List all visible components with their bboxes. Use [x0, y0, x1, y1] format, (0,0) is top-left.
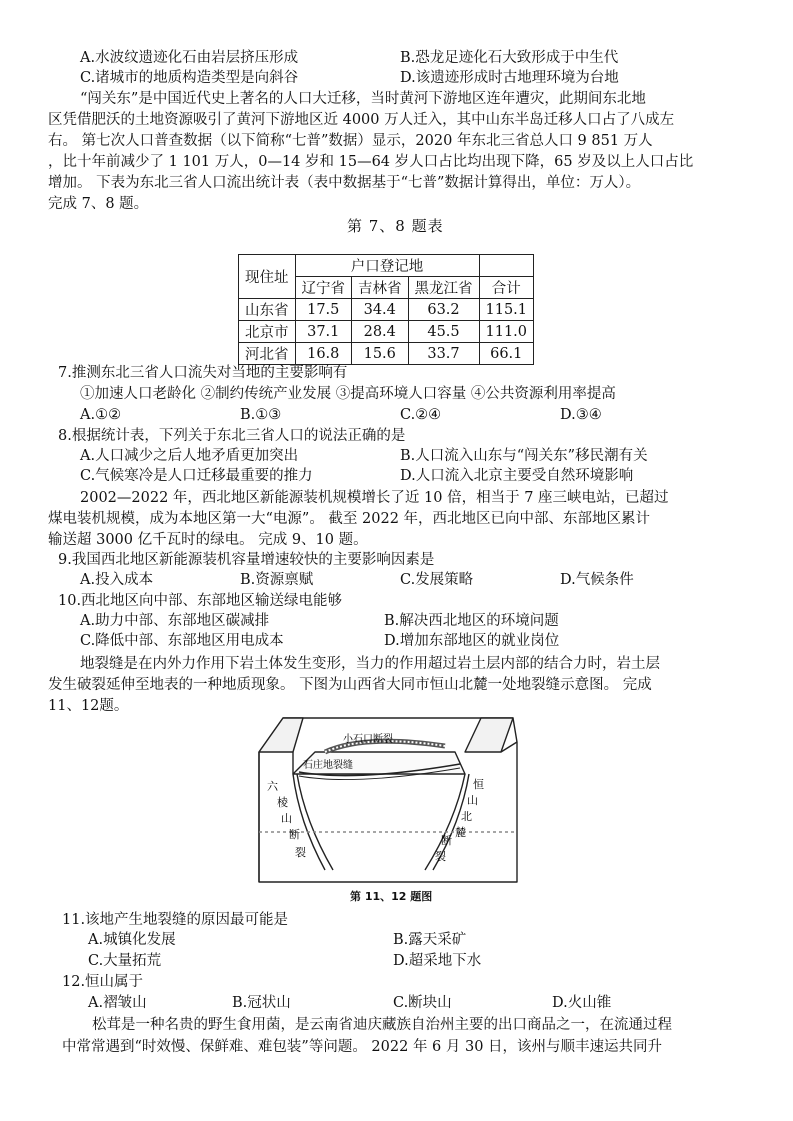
- table-cell: 33.7: [408, 343, 479, 365]
- q9-option-c[interactable]: C.发展策略: [400, 572, 474, 588]
- right-fault-label-char: 裂: [435, 850, 446, 863]
- passage-11-12-line: 地裂缝是在内外力作用下岩土体发生变形，当力的作用超过岩土层内部的结合力时，岩土层: [80, 656, 660, 672]
- q6-option-c[interactable]: C.诸城市的地质构造类型是向斜谷: [80, 70, 299, 86]
- fault-label-xiaoshikou: 小石口断裂: [343, 734, 393, 745]
- q7-items: ①加速人口老龄化 ②制约传统产业发展 ③提高环境人口容量 ④公共资源利用率提高: [80, 386, 616, 402]
- table-cell: 66.1: [479, 343, 534, 365]
- q8-option-b[interactable]: B.人口流入山东与“闯关东”移民潮有关: [400, 448, 648, 464]
- q12-option-a[interactable]: A.褶皱山: [88, 995, 147, 1011]
- passage-7-8-line: 增加。 下表为东北三省人口流出统计表（表中数据基于“七普”数据计算得出，单位：万人）。: [48, 175, 641, 191]
- table-cell: 111.0: [479, 321, 534, 343]
- q8-option-d[interactable]: D.人口流入北京主要受自然环境影响: [400, 468, 634, 484]
- passage-11-12-line: 发生破裂延伸至地表的一种地质现象。 下图为山西省大同市恒山北麓一处地裂缝示意图。 完成: [48, 677, 652, 693]
- row-header: 山东省: [239, 299, 296, 321]
- q11-stem: 11.该地产生地裂缝的原因最可能是: [62, 912, 289, 928]
- column-header: 黑龙江省: [408, 277, 479, 299]
- q7-option-b[interactable]: B.①③: [240, 407, 282, 423]
- passage-last-line: 松茸是一种名贵的野生食用菌，是云南省迪庆藏族自治州主要的出口商品之一，在流通过程: [92, 1017, 672, 1033]
- passage-9-10-line: 煤电装机规模，成为本地区第一大“电源”。 截至 2022 年，西北地区已向中部、东部地区累计: [48, 511, 651, 527]
- row-header: 河北省: [239, 343, 296, 365]
- table-empty-cell: [479, 255, 534, 277]
- table-caption: 第 7、8 题表: [347, 217, 444, 235]
- left-fault-label-char: 断: [289, 828, 300, 841]
- table-cell: 37.1: [295, 321, 352, 343]
- q9-stem: 9.我国西北地区新能源装机容量增速较快的主要影响因素是: [58, 552, 435, 568]
- q9-option-a[interactable]: A.投入成本: [80, 572, 154, 588]
- q6-option-d[interactable]: D.该遗迹形成时古地理环境为台地: [400, 70, 619, 86]
- q12-stem: 12.恒山属于: [62, 974, 144, 990]
- left-fault-label-char: 棱: [277, 796, 288, 809]
- q8-option-c[interactable]: C.气候寒冷是人口迁移最重要的推力: [80, 468, 313, 484]
- q7-option-d[interactable]: D.③④: [560, 407, 602, 423]
- q6-option-a[interactable]: A.水波纹遗迹化石由岩层挤压形成: [80, 50, 299, 66]
- left-fault-label-char: 六: [267, 780, 278, 793]
- left-fault-label-char: 裂: [295, 846, 306, 859]
- q11-option-a[interactable]: A.城镇化发展: [88, 932, 176, 948]
- passage-9-10-line: 2002—2022 年，西北地区新能源装机规模增长了近 10 倍，相当于 7 座三峡电站，已超过: [80, 490, 669, 506]
- fissure-label-shizhuang: 石庄地裂缝: [303, 760, 353, 771]
- q10-option-b[interactable]: B.解决西北地区的环境问题: [384, 613, 559, 629]
- population-outflow-table: [238, 254, 534, 365]
- figure-caption: 第 11、12 题图: [350, 890, 433, 903]
- q11-option-d[interactable]: D.超采地下水: [393, 953, 482, 969]
- table-cell: 115.1: [479, 299, 534, 321]
- q8-option-a[interactable]: A.人口减少之后人地矛盾更加突出: [80, 448, 299, 464]
- right-fault-label-char: 麓: [455, 826, 466, 839]
- right-fault-label-char: 断: [441, 834, 452, 847]
- right-fault-label-char: 北: [461, 810, 472, 823]
- q12-option-b[interactable]: B.冠状山: [232, 995, 291, 1011]
- q10-option-a[interactable]: A.助力中部、东部地区碳减排: [80, 613, 270, 629]
- q10-option-d[interactable]: D.增加东部地区的就业岗位: [384, 633, 560, 649]
- table-cell: 28.4: [352, 321, 409, 343]
- passage-7-8-line: 完成 7、8 题。: [48, 196, 149, 212]
- table-cell: 45.5: [408, 321, 479, 343]
- table-cell: 34.4: [352, 299, 409, 321]
- table-group-header: 户口登记地: [295, 255, 479, 277]
- passage-last-line: 中常常遇到“时效慢、保鲜难、难包装”等问题。 2022 年 6 月 30 日，该州与顺丰速运共同升: [62, 1039, 663, 1055]
- passage-7-8-line: ，比十年前减少了 1 101 万人，0—14 岁和 15—64 岁人口占比均出现下降，65 岁及以上人口占比: [48, 154, 694, 170]
- right-fault-label-char: 恒: [473, 778, 484, 791]
- q11-option-b[interactable]: B.露天采矿: [393, 932, 467, 948]
- q6-option-b[interactable]: B.恐龙足迹化石大致形成于中生代: [400, 50, 619, 66]
- table-row: [239, 343, 534, 365]
- table-cell: 17.5: [295, 299, 352, 321]
- q9-option-d[interactable]: D.气候条件: [560, 572, 634, 588]
- table-corner-header: 现住址: [239, 255, 296, 299]
- q10-stem: 10.西北地区向中部、东部地区输送绿电能够: [58, 593, 343, 609]
- column-header: 辽宁省: [295, 277, 352, 299]
- table-row: [239, 321, 534, 343]
- q7-option-c[interactable]: C.②④: [400, 407, 442, 423]
- q7-option-a[interactable]: A.①②: [80, 407, 122, 423]
- q7-stem: 7.推测东北三省人口流失对当地的主要影响有: [58, 365, 348, 381]
- row-header: 北京市: [239, 321, 296, 343]
- q12-option-d[interactable]: D.火山锥: [552, 995, 612, 1011]
- passage-11-12-line: 11、12题。: [48, 698, 129, 714]
- q11-option-c[interactable]: C.大量拓荒: [88, 953, 162, 969]
- left-fault-label-char: 山: [281, 812, 292, 825]
- q10-option-c[interactable]: C.降低中部、东部地区用电成本: [80, 633, 284, 649]
- table-cell: 63.2: [408, 299, 479, 321]
- column-header: 合计: [479, 277, 534, 299]
- q8-stem: 8.根据统计表，下列关于东北三省人口的说法正确的是: [58, 428, 406, 444]
- q12-option-c[interactable]: C.断块山: [393, 995, 452, 1011]
- right-fault-label-char: 山: [467, 794, 478, 807]
- q9-option-b[interactable]: B.资源禀赋: [240, 572, 314, 588]
- table-row: [239, 299, 534, 321]
- table-cell: 16.8: [295, 343, 352, 365]
- passage-7-8-line: 右。 第七次人口普查数据（以下简称“七普”数据）显示，2020 年东北三省总人口 9 851 万人: [48, 133, 653, 149]
- ground-fissure-diagram: [255, 712, 521, 886]
- passage-7-8-line: 区凭借肥沃的土地资源吸引了黄河下游地区近 4000 万人迁入，其中山东半岛迁移人口占了八成左: [48, 112, 675, 128]
- table-cell: 15.6: [352, 343, 409, 365]
- passage-7-8-line: “闯关东”是中国近代史上著名的人口大迁移，当时黄河下游地区连年遭灾，此期间东北地: [80, 91, 646, 107]
- column-header: 吉林省: [352, 277, 409, 299]
- passage-9-10-line: 输送超 3000 亿千瓦时的绿电。 完成 9、10 题。: [48, 532, 368, 548]
